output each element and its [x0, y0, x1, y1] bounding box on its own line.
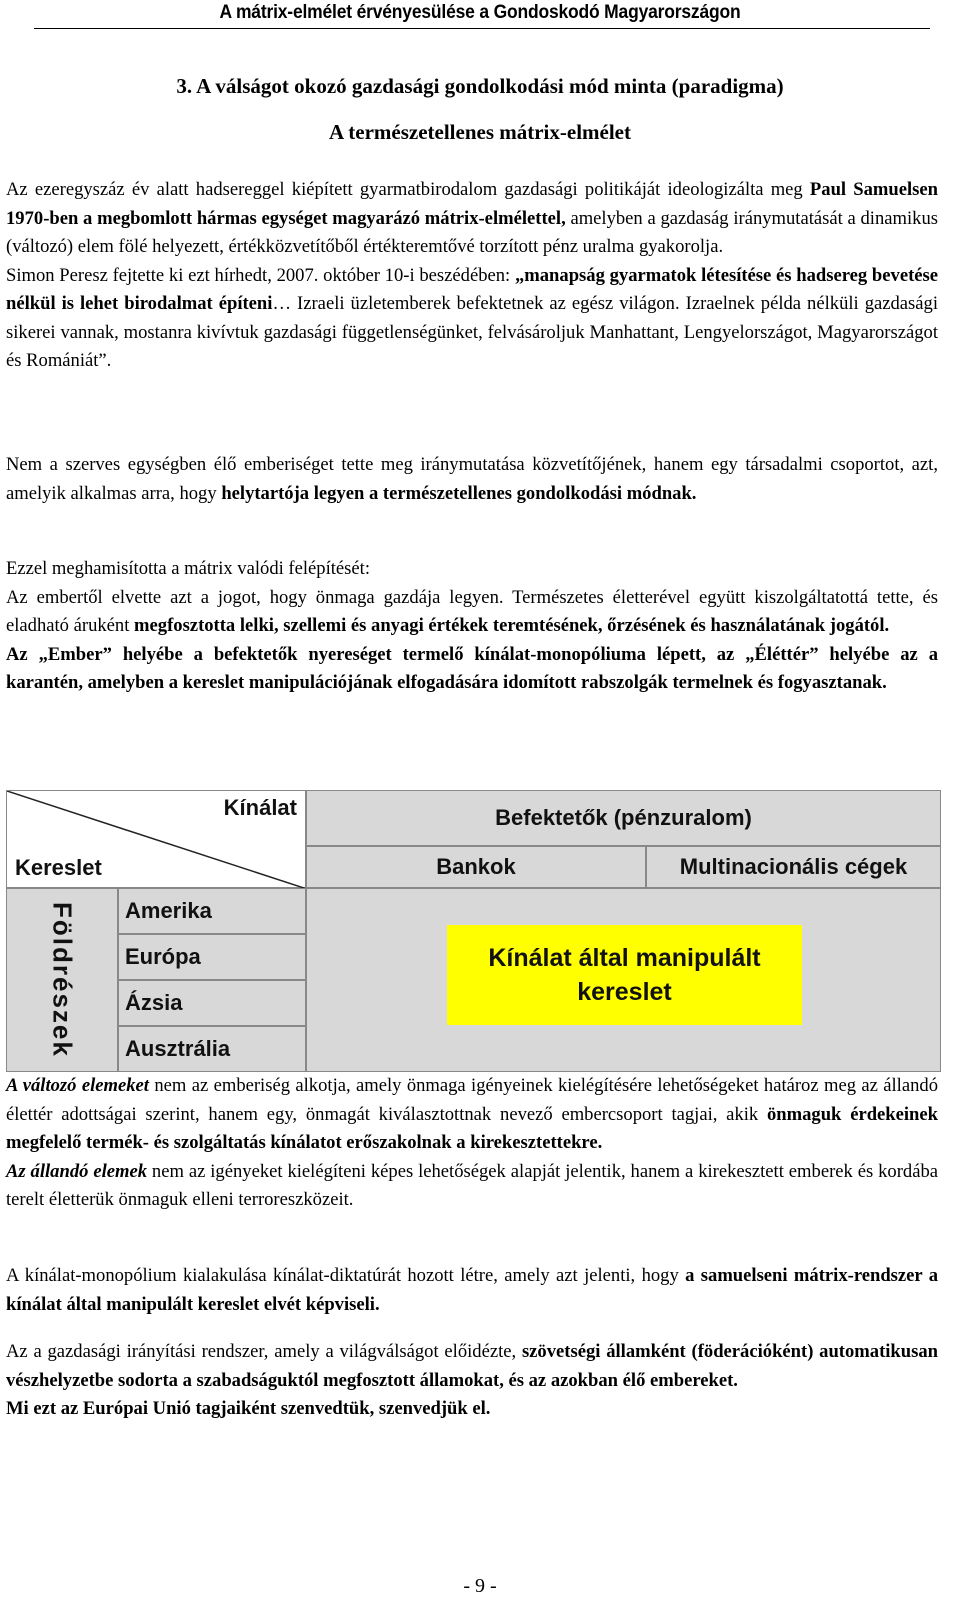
bold-text: Mi ezt az Európai Unió tagjaiként szenvedtük, szenvedjük el.: [6, 1398, 491, 1419]
bold-text: Paul Samuelsen 1970-ben a megbomlott hármas egységet magyarázó mátrix-elmélettel,: [6, 179, 938, 229]
matrix-figure: [6, 790, 956, 1072]
paragraph-peresz: [6, 262, 938, 376]
section-title: 3. A válságot okozó gazdasági gondolkodási mód minta (paradigma): [176, 74, 784, 98]
continent-row: Amerika: [118, 888, 306, 934]
paragraph-embertol: [6, 584, 938, 641]
paragraph-meghamisitotta: Ezzel meghamisította a mátrix valódi felépítését:: [6, 558, 370, 579]
bold-text: önmaguk érdekeinek megfelelő termék- és szolgáltatás kínálatot erőszakolnak a kirekesztettekre.: [6, 1103, 938, 1153]
multinationals-header: Multinacionális cégek: [646, 846, 941, 888]
supply-label: Kínálat: [223, 795, 297, 820]
text-block-6: [6, 1338, 938, 1424]
text: A kínálat-monopólium kialakulása kínálat-diktatúrát hozott létre, amely azt jelenti, hogy: [6, 1265, 686, 1286]
matrix-body: [306, 888, 941, 1072]
continent-row: Ausztrália: [118, 1026, 306, 1072]
paragraph-europai-unio: [6, 1395, 938, 1424]
text: amelyben a gazdaság iránymutatását a dinamikus (változó) elem fölé helyezett, értékközvetítőből értékteremtővé torzított pénz uralma gyakorolja.: [6, 207, 938, 257]
bold-text: megfosztotta lelki, szellemi és anyagi értékek teremtésének, őrzésének és használatának jogától.: [134, 615, 890, 636]
text: Az ezeregyszáz év alatt hadsereggel kiépített gyarmatbirodalom gazdasági politikáját ideologizálta meg: [6, 179, 810, 200]
paragraph-ember-helyebe: [6, 641, 938, 698]
paragraph-kinalat-monopolium: [6, 1262, 938, 1319]
center-line-1: Kínálat által manipulált: [488, 944, 761, 972]
paragraph-iranyitasi-rendszer: [6, 1338, 938, 1395]
text-block-4: [6, 1072, 938, 1215]
text: Az embertől elvette azt a jogot, hogy önmaga gazdája legyen. Természetes életterével együtt kiszolgáltatottá tette, és eladható áruként: [6, 586, 938, 636]
page-number: - 9 -: [463, 1575, 497, 1597]
text-block-2: [6, 451, 938, 508]
bold-italic-text: A változó elemeket: [6, 1075, 149, 1096]
header-rule: [34, 28, 930, 29]
continents-label: Földrészek: [47, 902, 78, 1058]
text: nem az igényeket kielégíteni képes lehetőségek alapját jelentik, hanem a kirekesztett emberek és kordába terelt életterük önmaguk elleni terroreszközeit.: [6, 1160, 939, 1210]
continents-header: [6, 888, 118, 1072]
bold-italic-text: Az állandó elemek: [6, 1160, 148, 1182]
text: Simon Peresz fejtette ki ezt hírhedt, 2007. október 10-i beszédében:: [6, 264, 515, 286]
paragraph-allando-elemek: [6, 1158, 938, 1215]
continent-row: Ázsia: [118, 980, 306, 1026]
demand-label: Kereslet: [15, 855, 102, 880]
text: nem az emberiség alkotja, amely önmaga igényeinek kielégítésére lehetőségeket határoz meg az állandó élettér adottságai szerint, hanem egy, önmagát kiválasztottnak nevező embercsoport tagjai, akik: [6, 1075, 938, 1125]
banks-header: Bankok: [306, 846, 646, 888]
bold-text: helytartója legyen a természetellenes gondolkodási módnak.: [221, 482, 697, 504]
text-block-1: [6, 176, 938, 376]
text-block-3: [6, 555, 938, 698]
paragraph-helytarto: [6, 451, 938, 508]
bold-text: Az „Ember” helyébe a befektetők nyereséget termelő kínálat-monopóliuma lépett, az „Éléttér” helyébe az a karantén, amelyben a kereslet manipulációjának elfogadására idomított rabszolgák termelnek és fogyasztanak.: [6, 643, 938, 693]
running-header: A mátrix-elmélet érvényesülése a Gondoskodó Magyarországon: [219, 2, 741, 23]
paragraph-valtozo-elemek: [6, 1072, 938, 1158]
text: … Izraeli üzletemberek befektetnek az egész világon. Izraelnek példa nélküli gazdasági sikerei vannak, mostanra kivívtuk gazdasági függetlenségünket, felvásároljuk Manhattant, Lengyelországot, Magyarországot és Romániát”.: [6, 293, 939, 371]
continent-row: Európa: [118, 934, 306, 980]
paragraph-samuelsen: [6, 176, 938, 262]
matrix-corner-cell: [6, 790, 306, 888]
investors-header: Befektetők (pénzuralom): [306, 790, 941, 846]
text: Nem a szerves egységben élő emberiséget tette meg iránymutatása közvetítőjének, hanem egy társadalmi csoportot, azt, amelyik alkalmas arra, hogy: [6, 454, 938, 504]
text: Az a gazdasági irányítási rendszer, amely a világválságot előidézte,: [6, 1341, 522, 1362]
bold-text: a samuelseni mátrix-rendszer a kínálat által manipulált kereslet elvét képviseli.: [6, 1265, 938, 1315]
center-line-2: kereslet: [577, 978, 672, 1006]
bold-text: szövetségi államként (föderációként) automatikusan vészhelyzetbe sodorta a szabadságuktól megfosztott államokat, és az azokban élő embereket.: [6, 1341, 938, 1391]
text-block-5: [6, 1262, 938, 1319]
manipulated-demand-box: [447, 925, 802, 1025]
bold-quote: „manapság gyarmatok létesítése és hadsereg bevetése nélkül is lehet birodalmat építeni: [6, 264, 939, 314]
section-subtitle: A természetellenes mátrix-elmélet: [329, 120, 631, 144]
